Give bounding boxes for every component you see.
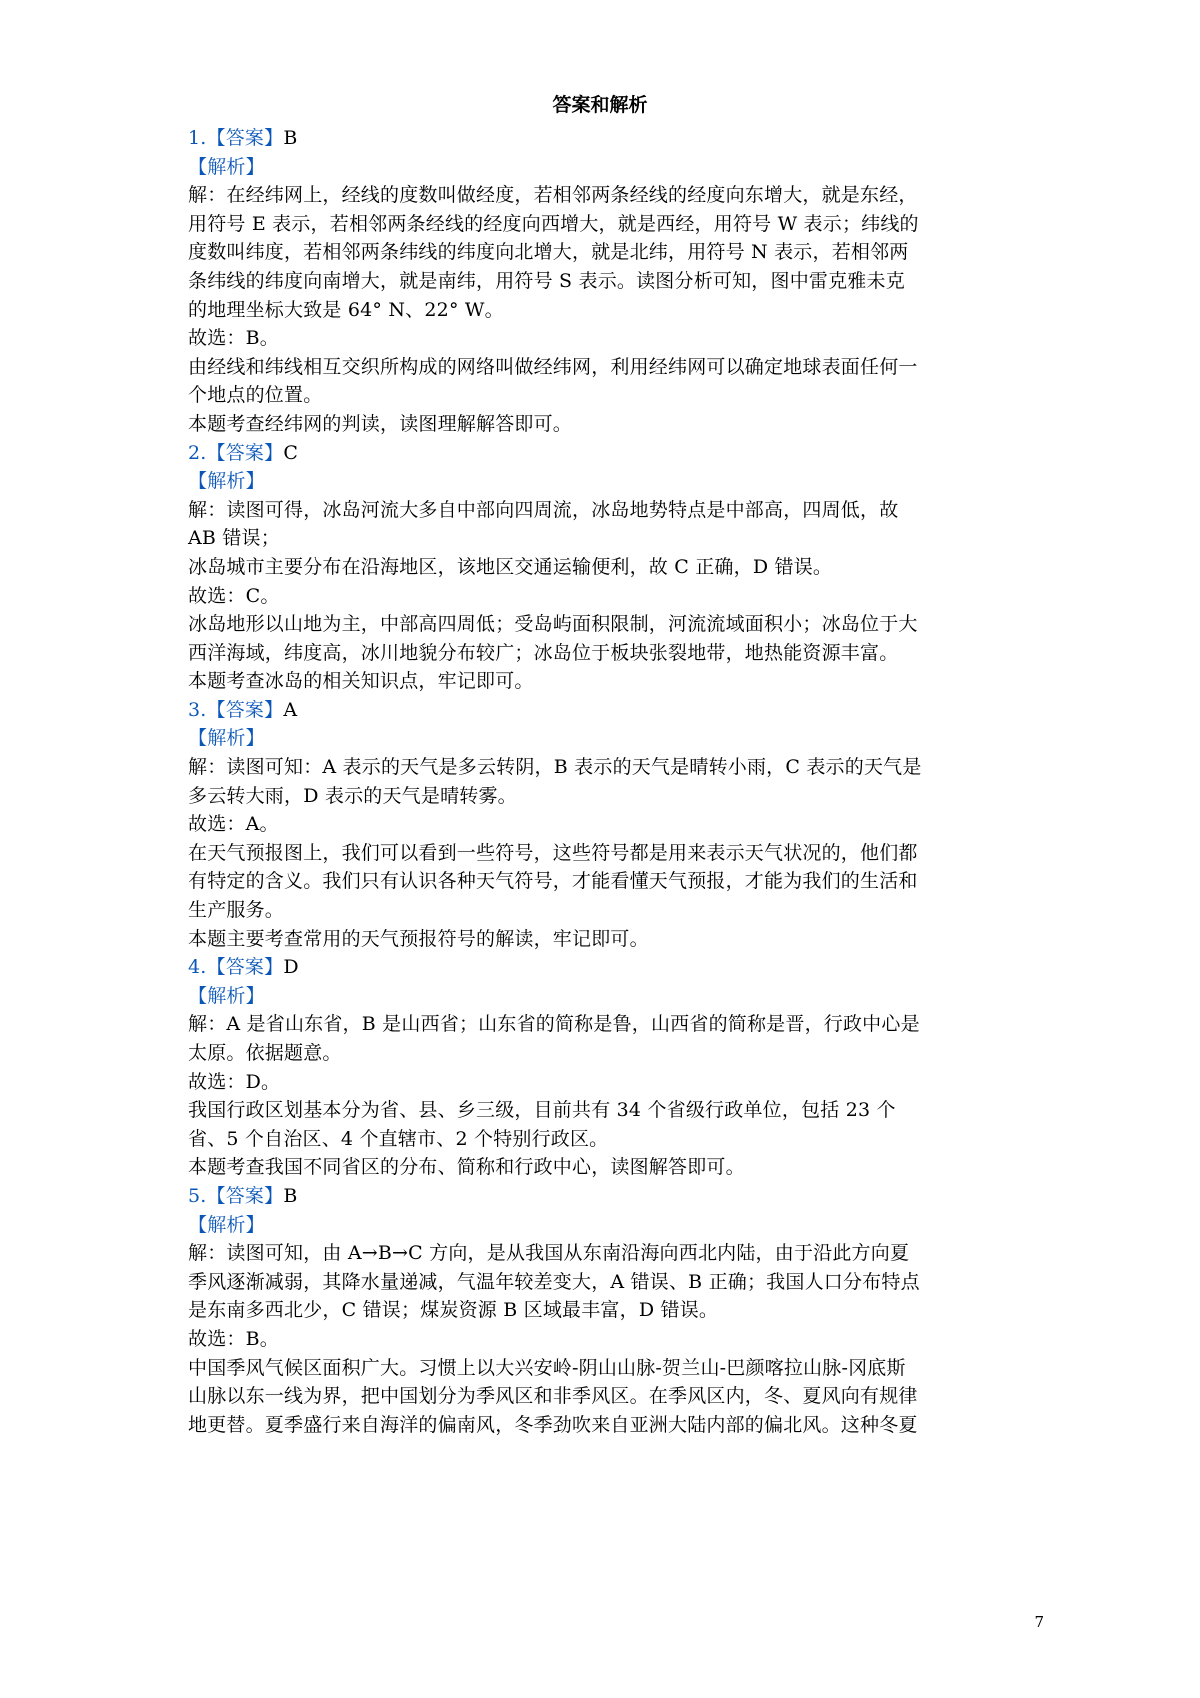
answer-line <box>188 696 924 725</box>
answer-value: D <box>283 956 299 979</box>
analysis-paragraph: 解：读图可得，冰岛河流大多自中部向四周流，冰岛地势特点是中部高，四周低，故 AB 错误； <box>188 498 899 550</box>
analysis-paragraph: 冰岛地形以山地为主，中部高四周低；受岛屿面积限制，河流流域面积小；冰岛位于大西洋海域，纬度高，冰川地貌分布较广；冰岛位于板块张裂地带，地热能资源丰富。 <box>188 613 918 664</box>
answer-line <box>188 953 924 982</box>
answer-tag: 【答案】 <box>206 127 284 149</box>
analysis-paragraph: 故选：B。 <box>188 327 279 350</box>
analysis-paragraph: 解：A 是省山东省，B 是山西省；山东省的简称是鲁，山西省的简称是晋，行政中心是太原。依据题意。 <box>188 1013 920 1064</box>
answer-item <box>188 696 924 953</box>
analysis-paragraph: 中国季风气候区面积广大。习惯上以大兴安岭-阴山山脉-贺兰山-巴颜喀拉山脉-冈底斯山脉以东一线为界，把中国划分为季风区和非季风区。在季风区内，冬、夏风向有规律地更替。夏季盛行来自海洋的偏南风，冬季劲吹来自亚洲大陆内部的偏北风。这种冬夏 <box>188 1356 918 1436</box>
analysis-tag: 【解析】 <box>188 727 265 750</box>
analysis-tag: 【解析】 <box>188 1213 265 1236</box>
analysis-paragraph: 本题考查我国不同省区的分布、简称和行政中心，读图解答即可。 <box>188 1156 745 1179</box>
answer-item <box>188 953 924 1182</box>
question-number: 1. <box>188 127 207 149</box>
answer-value: B <box>283 1184 298 1207</box>
answer-tag: 【答案】 <box>206 1184 284 1207</box>
answer-line <box>188 124 924 153</box>
question-number: 4. <box>188 956 207 979</box>
answer-line <box>188 439 924 468</box>
analysis-paragraph: 本题考查冰岛的相关知识点，牢记即可。 <box>188 670 534 693</box>
analysis-paragraph: 故选：D。 <box>188 1070 281 1093</box>
answer-item <box>188 439 924 696</box>
analysis-paragraph: 由经线和纬线相互交织所构成的网络叫做经纬网，利用经纬网可以确定地球表面任何一个地点的位置。 <box>188 355 918 407</box>
analysis-paragraph: 解：读图可知：A 表示的天气是多云转阴，B 表示的天气是晴转小雨，C 表示的天气是多云转大雨，D 表示的天气是晴转雾。 <box>188 756 922 807</box>
analysis-paragraph: 在天气预报图上，我们可以看到一些符号，这些符号都是用来表示天气状况的，他们都有特定的含义。我们只有认识各种天气符号，才能看懂天气预报，才能为我们的生活和生产服务。 <box>188 841 918 922</box>
answer-line <box>188 1182 924 1211</box>
answer-tag: 【答案】 <box>206 698 284 721</box>
analysis-paragraph: 本题考查经纬网的判读，读图理解解答即可。 <box>188 412 573 435</box>
question-number: 3. <box>188 698 207 721</box>
answer-value: A <box>283 698 298 721</box>
analysis-paragraph: 冰岛城市主要分布在沿海地区，该地区交通运输便利，故 C 正确，D 错误。 <box>188 555 833 578</box>
analysis-paragraph: 我国行政区划基本分为省、县、乡三级，目前共有 34 个省级行政单位，包括 23 个省、5 个自治区、4 个直辖市、2 个特别行政区。 <box>188 1099 896 1150</box>
analysis-paragraph: 解：在经纬网上，经线的度数叫做经度，若相邻两条经线的经度向东增大，就是东经，用符号 E 表示，若相邻两条经线的经度向西增大，就是西经，用符号 W 表示；纬线的度数叫纬度，若相邻两条纬线的纬度向北增大，就是北纬，用符号 N 表示，若相邻两条纬线的纬度向南增大，就是南纬，用符号 S 表示。读图分析可知，图中雷克雅未克的地理坐标大致是 64° N、22° W。 <box>188 184 919 321</box>
analysis-paragraph: 本题主要考查常用的天气预报符号的解读，牢记即可。 <box>188 927 649 950</box>
answer-value: C <box>283 441 299 464</box>
analysis-paragraph: 故选：B。 <box>188 1327 279 1350</box>
analysis-paragraph: 解：读图可知，由 A→B→C 方向，是从我国从东南沿海向西北内陆，由于沿此方向夏季风逐渐减弱，其降水量递减，气温年较差变大，A 错误、B 正确；我国人口分布特点是东南多西北少，C 错误；煤炭资源 B 区域最丰富，D 错误。 <box>188 1242 920 1322</box>
answer-tag: 【答案】 <box>206 441 284 464</box>
question-number: 2. <box>188 441 207 464</box>
page-title: 答案和解析 <box>552 94 648 116</box>
analysis-tag: 【解析】 <box>188 984 265 1007</box>
answer-list <box>188 124 924 1439</box>
analysis-paragraph: 故选：C。 <box>188 584 280 607</box>
answer-tag: 【答案】 <box>206 956 284 979</box>
question-number: 5. <box>188 1184 207 1207</box>
analysis-tag: 【解析】 <box>188 470 265 493</box>
answer-value: B <box>283 127 298 149</box>
page-number: 7 <box>1034 1613 1044 1631</box>
analysis-paragraph: 故选：A。 <box>188 813 279 836</box>
answer-item <box>188 124 924 439</box>
answer-item <box>188 1182 924 1439</box>
analysis-tag: 【解析】 <box>188 155 265 178</box>
